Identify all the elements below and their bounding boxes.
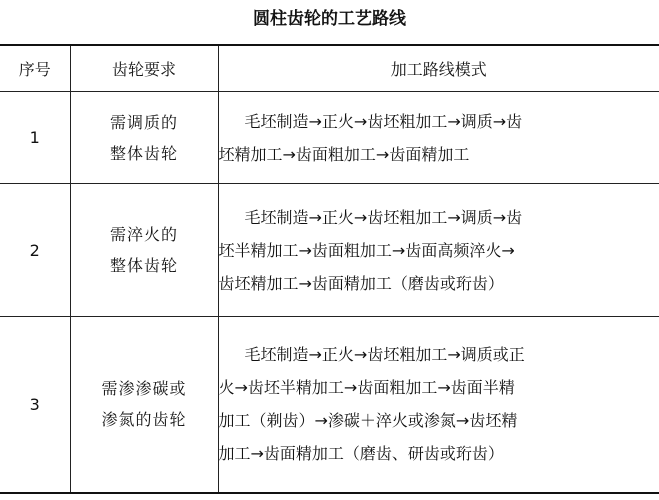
requirement-line: 整体齿轮 [109, 143, 178, 163]
row-requirement [70, 317, 218, 493]
requirement-line: 需淬火的 [109, 225, 178, 244]
route-line: 毛坯制造→正火→齿坯粗加工→调质→齿 [244, 207, 523, 227]
route-line: 坯精加工→齿面粗加工→齿面精加工 [218, 144, 470, 164]
route-line: 加工→齿面精加工（磨齿、研齿或珩齿） [218, 444, 504, 464]
row-number: 3 [0, 317, 70, 493]
header-number: 序号 [0, 45, 70, 92]
header-row [0, 45, 659, 92]
row-route [218, 184, 659, 317]
route-line: 火→齿坯半精加工→齿面粗加工→齿面半精 [218, 378, 515, 398]
requirement-line: 整体齿轮 [109, 256, 178, 275]
requirement-line: 需调质的 [109, 112, 178, 132]
table-row [0, 184, 659, 317]
table-row [0, 92, 659, 184]
document-title: 圆柱齿轮的工艺路线 [253, 9, 406, 29]
header-requirement: 齿轮要求 [70, 45, 218, 92]
header-route: 加工路线模式 [218, 45, 659, 92]
process-route-table [0, 44, 659, 494]
route-line: 坯半精加工→齿面粗加工→齿面高频淬火→ [218, 240, 515, 260]
row-route [218, 317, 659, 493]
row-requirement [70, 92, 218, 184]
table-row [0, 317, 659, 493]
row-requirement [70, 184, 218, 317]
route-line: 加工（剃齿）→渗碳＋淬火或渗氮→齿坯精 [218, 411, 518, 431]
row-route [218, 92, 659, 184]
requirement-line: 需渗渗碳或 [101, 379, 187, 399]
requirement-line: 渗氮的齿轮 [101, 410, 187, 430]
route-line: 齿坯精加工→齿面精加工（磨齿或珩齿） [218, 273, 504, 293]
row-number: 2 [0, 184, 70, 317]
route-line: 毛坯制造→正火→齿坯粗加工→调质→齿 [244, 111, 523, 131]
row-number: 1 [0, 92, 70, 184]
route-line: 毛坯制造→正火→齿坯粗加工→调质或正 [244, 345, 525, 365]
